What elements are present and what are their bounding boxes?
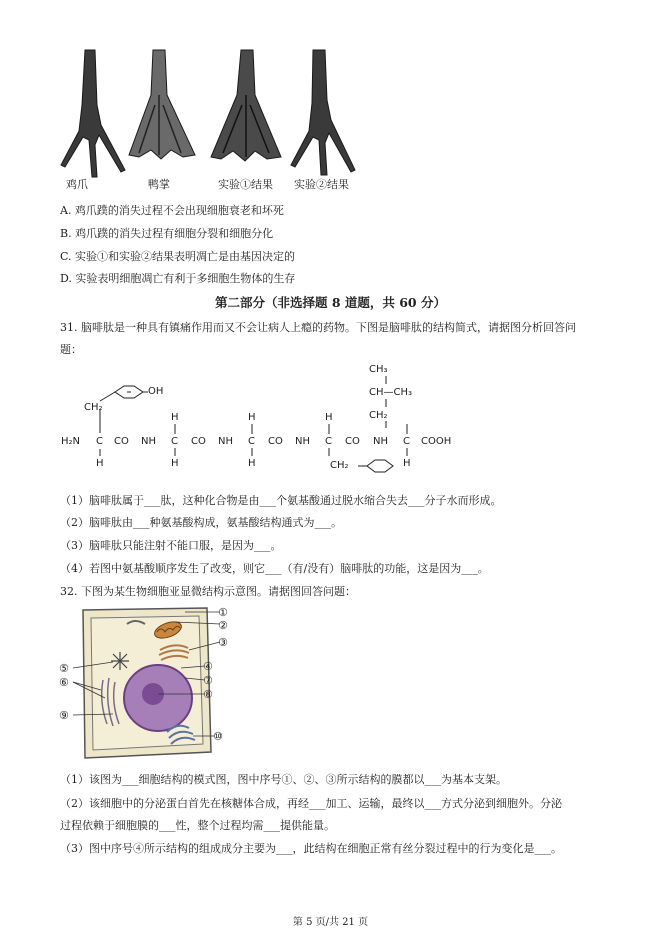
h-label: H xyxy=(171,412,179,423)
feet-figure xyxy=(55,45,375,180)
q31-sub-1: （1）脑啡肽属于___肽，这种化合物是由___个氨基酸通过脱水缩合失去___分子水而形成。 xyxy=(60,494,502,507)
experiment-2-foot-image xyxy=(291,50,355,175)
caption-chicken-foot: 鸡爪 xyxy=(66,178,88,191)
carbon-label: C xyxy=(325,436,332,447)
caption-duck-foot: 鸭掌 xyxy=(148,178,170,191)
experiment-1-foot-image xyxy=(211,50,281,161)
carbon-label: C xyxy=(403,436,410,447)
q31-sub-3: （3）脑啡肽只能注射不能口服，是因为___。 xyxy=(60,539,282,552)
nh-label: NH xyxy=(295,436,310,447)
caption-experiment-2: 实验②结果 xyxy=(294,178,349,191)
option-b: B. 鸡爪蹼的消失过程有细胞分裂和细胞分化 xyxy=(60,227,274,240)
label-9: ⑨ xyxy=(59,709,69,722)
label-7: ⑦ xyxy=(203,674,213,687)
ch-ch3-label: CH—CH₃ xyxy=(369,387,413,398)
q32-stem: 32. 下图为某生物细胞亚显微结构示意图。请据图回答问题： xyxy=(60,585,356,598)
amino-terminal-label: H₂N xyxy=(61,436,81,447)
centrosome-icon xyxy=(111,652,129,670)
carbon-label: C xyxy=(248,436,255,447)
carbon-label: C xyxy=(171,436,178,447)
caption-experiment-1: 实验①结果 xyxy=(218,178,273,191)
q31-stem-line-1: 31. 脑啡肽是一种具有镇痛作用而又不会让病人上瘾的药物。下图是脑啡肽的结构简式，请据图分析回答问 xyxy=(60,321,576,334)
ch2-tyrosine-label: CH₂ xyxy=(84,402,103,413)
label-4: ④ xyxy=(203,660,213,673)
label-8: ⑧ xyxy=(203,688,213,701)
nh-label: NH xyxy=(218,436,233,447)
page-footer: 第 5 页/共 21 页 xyxy=(292,917,369,928)
q31-sub-2: （2）脑啡肽由___种氨基酸构成，氨基酸结构通式为___。 xyxy=(60,516,342,529)
h-label: H xyxy=(171,458,179,469)
q32-sub-1: （1）该图为___细胞结构的模式图，图中序号①、②、③所示结构的膜都以___为基本支架。 xyxy=(60,773,507,786)
cell-diagram xyxy=(55,602,240,764)
q32-sub-3: （3）图中序号④所示结构的组成成分主要为___，此结构在细胞正常有丝分裂过程中的行为变化是___。 xyxy=(60,842,562,855)
option-a: A. 鸡爪蹼的消失过程不会出现细胞衰老和坏死 xyxy=(60,204,284,217)
label-1: ① xyxy=(218,606,228,619)
phenylalanine-ring-icon xyxy=(367,460,393,472)
label-5: ⑤ xyxy=(59,662,69,675)
co-label: CO xyxy=(268,436,283,447)
oh-label: OH xyxy=(148,386,164,397)
enkephalin-structure xyxy=(60,362,480,480)
label-10: ⑩ xyxy=(213,730,223,743)
q31-sub-4: （4）若图中氨基酸顺序发生了改变，则它___（有/没有）脑啡肽的功能，这是因为___。 xyxy=(60,562,489,575)
ch2-leucine-label: CH₂ xyxy=(369,410,388,421)
structure-bonds xyxy=(60,362,480,480)
q32-sub-2-line-2: 过程依赖于细胞膜的___性，整个过程均需___提供能量。 xyxy=(60,819,335,832)
chicken-foot-image xyxy=(61,50,125,177)
section-title: 第二部分（非选择题 8 道题，共 60 分） xyxy=(214,295,446,310)
cooh-label: COOH xyxy=(421,436,452,447)
ch2-phenylalanine-label: CH₂ xyxy=(330,460,349,471)
duck-foot-image xyxy=(129,50,195,159)
carbon-label: C xyxy=(96,436,103,447)
ch3-top-label: CH₃ xyxy=(369,364,388,375)
nh-label: NH xyxy=(141,436,156,447)
h-label: H xyxy=(96,458,104,469)
q31-stem-line-2: 题： xyxy=(60,343,82,356)
label-2: ② xyxy=(218,619,228,632)
co-label: CO xyxy=(345,436,360,447)
co-label: CO xyxy=(191,436,206,447)
q32-sub-2-line-1: （2）该细胞中的分泌蛋白首先在核糖体合成，再经___加工、运输，最终以___方式分泌到细胞外。分泌 xyxy=(60,797,562,810)
h-label: H xyxy=(248,458,256,469)
label-3: ③ xyxy=(218,636,228,649)
co-label: CO xyxy=(114,436,129,447)
h-label: H xyxy=(248,412,256,423)
option-c: C. 实验①和实验②结果表明凋亡是由基因决定的 xyxy=(60,250,296,263)
h-label: H xyxy=(403,458,411,469)
label-6: ⑥ xyxy=(59,676,69,689)
h-label: H xyxy=(325,412,333,423)
nh-label: NH xyxy=(373,436,388,447)
option-d: D. 实验表明细胞凋亡有利于多细胞生物体的生存 xyxy=(60,272,296,285)
